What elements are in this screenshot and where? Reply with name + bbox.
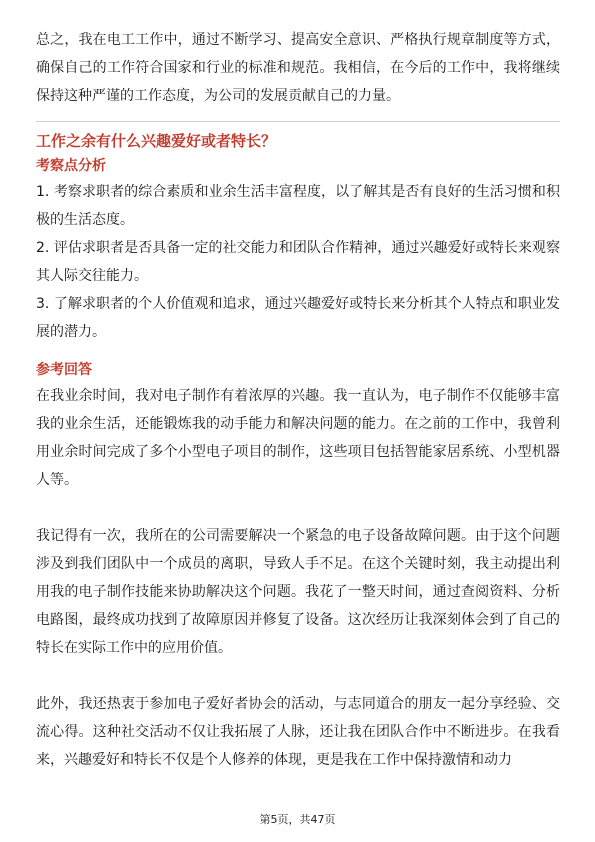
answer-paragraph-3: 此外，我还热衷于参加电子爱好者协会的活动，与志同道合的朋友一起分享经验、交流心得。这种社交活动不仅让我拓展了人脉，还让我在团队合作中不断进步。在我看来，兴趣爱好和特长不仅是个人修养的体现，更是我在工作中保持激情和动力 xyxy=(36,696,560,768)
section-divider xyxy=(36,121,560,122)
page-number-footer: 第5页，共47页 xyxy=(259,813,336,826)
intro-paragraph: 总之，我在电工工作中，通过不断学习、提高安全意识、严格执行规章制度等方式，确保自己的工作符合国家和行业的标准和规范。我相信，在今后的工作中，我将继续保持这种严谨的工作态度，为公司的发展贡献自己的力量。 xyxy=(36,32,560,104)
analysis-point-1: 1. 考察求职者的综合素质和业余生活丰富程度，以了解其是否有良好的生活习惯和积极的生活态度。 xyxy=(36,184,560,228)
analysis-heading: 考察点分析 xyxy=(36,158,106,174)
answer-paragraph-2: 我记得有一次，我所在的公司需要解决一个紧急的电子设备故障问题。由于这个问题涉及到我们团队中一个成员的离职，导致人手不足。在这个关键时刻，我主动提出利用我的电子制作技能来协助解决这个问题。我花了一整天时间，通过查阅资料、分析电路图，最终成功找到了故障原因并修复了设备。这次经历让我深刻体会到了自己的特长在实际工作中的应用价值。 xyxy=(36,528,560,656)
question-heading: 工作之余有什么兴趣爱好或者特长？ xyxy=(36,132,277,150)
answer-heading: 参考回答 xyxy=(36,362,92,378)
spacer xyxy=(36,494,560,522)
answer-paragraph-1: 在我业余时间，我对电子制作有着浓厚的兴趣。我一直认为，电子制作不仅能够丰富我的业余生活，还能锻炼我的动手能力和解决问题的能力。在之前的工作中，我曾利用业余时间完成了多个小型电子项目的制作，这些项目包括智能家居系统、小型机器人等。 xyxy=(36,388,560,488)
analysis-point-3: 3. 了解求职者的个人价值观和追求，通过兴趣爱好或特长来分析其个人特点和职业发展的潜力。 xyxy=(36,296,560,340)
spacer xyxy=(36,662,560,690)
spacer xyxy=(36,346,560,358)
analysis-point-2: 2. 评估求职者是否具备一定的社交能力和团队合作精神，通过兴趣爱好或特长来观察其人际交往能力。 xyxy=(36,240,560,284)
page-content xyxy=(36,26,560,774)
